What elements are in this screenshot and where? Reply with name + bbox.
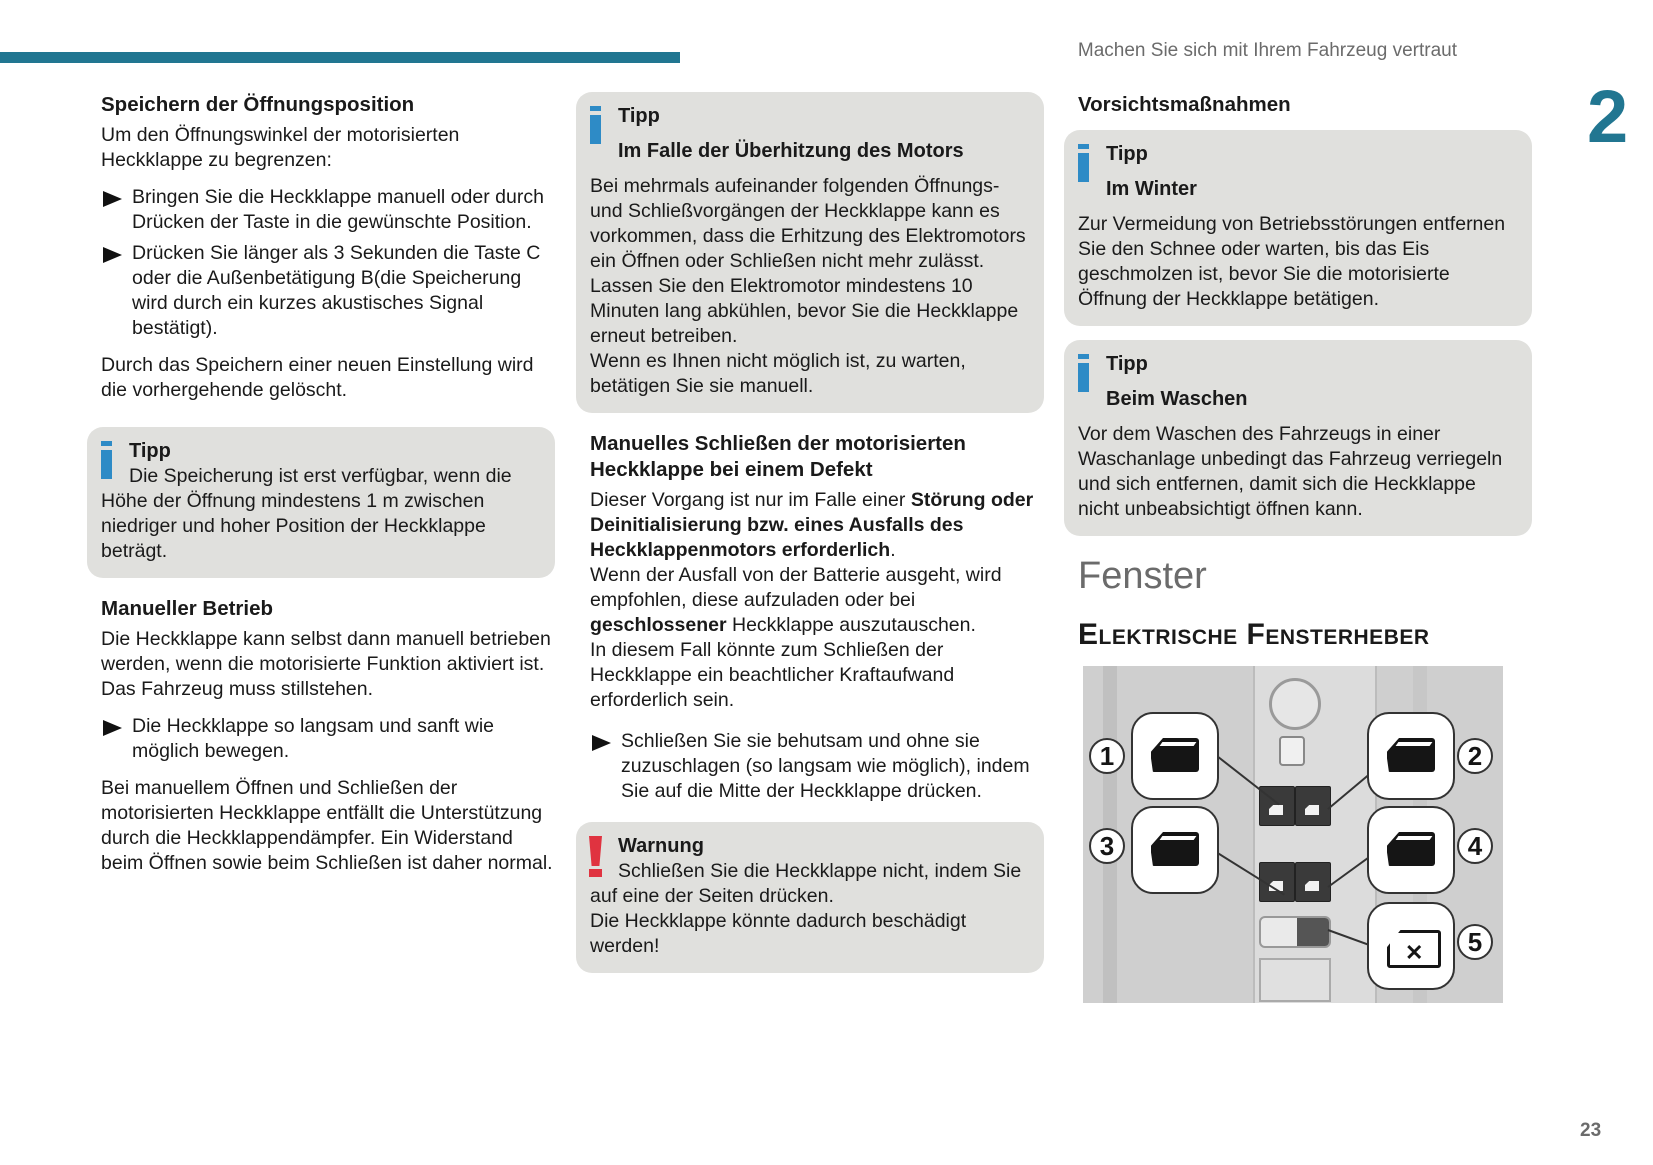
page-number: 23 bbox=[1580, 1120, 1602, 1141]
door-lock-switches bbox=[1259, 958, 1331, 1002]
tip-subtitle: Im Falle der Überhitzung des Motors bbox=[618, 140, 964, 162]
tip-title: Tipp bbox=[1106, 353, 1148, 375]
subsection-title-fensterheber: Elektrische Fensterheber bbox=[1078, 618, 1430, 651]
label-3: 3 bbox=[1089, 828, 1125, 864]
list-item: Schließen Sie sie behutsam und ohne sie zuzuschlagen (so langsam wie möglich), indem Sie auf die Mitte der Heckklappe drücken. bbox=[590, 729, 1044, 804]
paragraph: Dieser Vorgang ist nur im Falle einer Störung oder Deinitialisierung bzw. eines Ausfalls des Heckklappenmotors erforderlich. Wenn der Ausfall von der Batterie ausgeht, wird empfohlen, diese aufzuladen oder bei geschlossener Heckklappe auszutauschen. In diesem Fall könnte zum Schließen der Heckklappe ein beachtlicher Kraftaufwand erforderlich sein. bbox=[590, 489, 1034, 711]
column-3 bbox=[1078, 92, 1532, 1003]
info-icon bbox=[590, 106, 601, 144]
child-lock-switch bbox=[1259, 916, 1331, 948]
triangle-bullet-icon bbox=[592, 735, 611, 751]
heading-vorsichtsmassnahmen: Vorsichtsmaßnahmen bbox=[1078, 93, 1291, 116]
label-4: 4 bbox=[1457, 828, 1493, 864]
warning-body: Schließen Sie die Heckklappe nicht, indem Sie auf eine der Seiten drücken. Die Heckklappe könnte dadurch beschädigt werden! bbox=[590, 860, 1022, 957]
window-icon bbox=[1151, 832, 1199, 866]
info-icon bbox=[1078, 354, 1089, 392]
tip-title: Tipp bbox=[618, 105, 660, 127]
list-item: Drücken Sie länger als 3 Sekunden die Taste C oder die Außenbetätigung B(die Speicherung wird durch ein kurzes akustisches Signal bestätigt). bbox=[101, 241, 555, 341]
info-icon bbox=[1078, 144, 1089, 182]
window-switch-2 bbox=[1295, 786, 1331, 826]
mirror-adjust-dial-icon bbox=[1269, 678, 1321, 730]
paragraph: Um den Öffnungswinkel der motorisierten Heckklappe zu begrenzen: bbox=[101, 124, 460, 171]
heading-manuelles-schliessen: Manuelles Schließen der motorisierten Heckklappe bei einem Defekt bbox=[590, 432, 966, 481]
heading-speichern-oeffnungsposition: Speichern der Öffnungsposition bbox=[101, 93, 415, 116]
triangle-bullet-icon bbox=[103, 247, 122, 263]
tip-box bbox=[87, 427, 555, 578]
window-icon bbox=[1151, 738, 1199, 772]
window-switch-illustration bbox=[1083, 666, 1503, 1003]
tip-title: Tipp bbox=[1106, 143, 1148, 165]
label-2: 2 bbox=[1457, 738, 1493, 774]
tip-body: Bei mehrmals aufeinander folgenden Öffnungs- und Schließvorgängen der Heckklappe kann es vorkommen, dass die Erhitzung des Elektromotors ein Öffnen oder Schließen nicht mehr zulässt. Lassen Sie den Elektromotor mindestens 10 Minuten lang abkühlen, bevor Sie die Heckklappe erneut betreiben. Wenn es Ihnen nicht möglich ist, zu warten, betätigen Sie sie manuell. bbox=[590, 175, 1026, 397]
window-switch-4 bbox=[1295, 862, 1331, 902]
mirror-fold-switch-icon bbox=[1279, 736, 1305, 766]
bullet-list bbox=[101, 714, 555, 764]
window-icon bbox=[1387, 832, 1435, 866]
chapter-number: 2 bbox=[1587, 75, 1629, 158]
column-1 bbox=[101, 92, 555, 888]
window-icon bbox=[1387, 738, 1435, 772]
tip-subtitle: Beim Waschen bbox=[1106, 388, 1248, 410]
warning-box bbox=[576, 822, 1044, 973]
paragraph: Die Heckklappe kann selbst dann manuell betrieben werden, wenn die motorisierte Funktion aktiviert ist. Das Fahrzeug muss stillstehen. bbox=[101, 628, 551, 700]
column-2 bbox=[590, 92, 1044, 991]
callout-window-lock: ✕ bbox=[1367, 902, 1455, 990]
callout-window-front-right bbox=[1367, 712, 1455, 800]
callout-window-front-left bbox=[1131, 712, 1219, 800]
paragraph: Bei manuellem Öffnen und Schließen der motorisierten Heckklappe entfällt die Unterstützung durch die Heckklappendämpfer. Ein Widerstand beim Öffnen sowie beim Schließen ist daher normal. bbox=[101, 777, 553, 874]
tip-box-winter bbox=[1064, 130, 1532, 326]
warning-exclamation-icon bbox=[589, 836, 602, 878]
running-header: Machen Sie sich mit Ihrem Fahrzeug vertraut bbox=[1077, 40, 1457, 61]
tip-body: Die Speicherung ist erst verfügbar, wenn die Höhe der Öffnung mindestens 1 m zwischen niedriger und hoher Position der Heckklappe beträgt. bbox=[101, 465, 512, 562]
section-title-fenster: Fenster bbox=[1078, 555, 1207, 597]
triangle-bullet-icon bbox=[103, 720, 122, 736]
list-item: Bringen Sie die Heckklappe manuell oder durch Drücken der Taste in die gewünschte Position. bbox=[101, 185, 555, 235]
warning-title: Warnung bbox=[618, 835, 704, 857]
callout-window-rear-left bbox=[1131, 806, 1219, 894]
tip-subtitle: Im Winter bbox=[1106, 178, 1197, 200]
paragraph: Durch das Speichern einer neuen Einstellung wird die vorhergehende gelöscht. bbox=[101, 354, 534, 401]
tip-title: Tipp bbox=[129, 440, 171, 462]
header-accent-bar bbox=[0, 52, 680, 63]
label-1: 1 bbox=[1089, 738, 1125, 774]
callout-window-rear-right bbox=[1367, 806, 1455, 894]
heading-manueller-betrieb: Manueller Betrieb bbox=[101, 597, 274, 620]
bullet-list bbox=[101, 185, 555, 341]
tip-box-ueberhitzung bbox=[576, 92, 1044, 413]
label-5: 5 bbox=[1457, 924, 1493, 960]
tip-body: Vor dem Waschen des Fahrzeugs in einer Waschanlage unbedingt das Fahrzeug verriegeln und sich entfernen, damit sich die Heckklappe nicht unbeabsichtigt öffnen kann. bbox=[1078, 423, 1503, 520]
tip-body: Zur Vermeidung von Betriebsstörungen entfernen Sie den Schnee oder warten, bis das Eis geschmolzen ist, bevor Sie die motorisierte Öffnung der Heckklappe betätigen. bbox=[1078, 213, 1506, 310]
tip-box-waschen bbox=[1064, 340, 1532, 536]
info-icon bbox=[101, 441, 112, 479]
bullet-list bbox=[590, 729, 1044, 804]
triangle-bullet-icon bbox=[103, 191, 122, 207]
list-item: Die Heckklappe so langsam und sanft wie möglich bewegen. bbox=[101, 714, 555, 764]
